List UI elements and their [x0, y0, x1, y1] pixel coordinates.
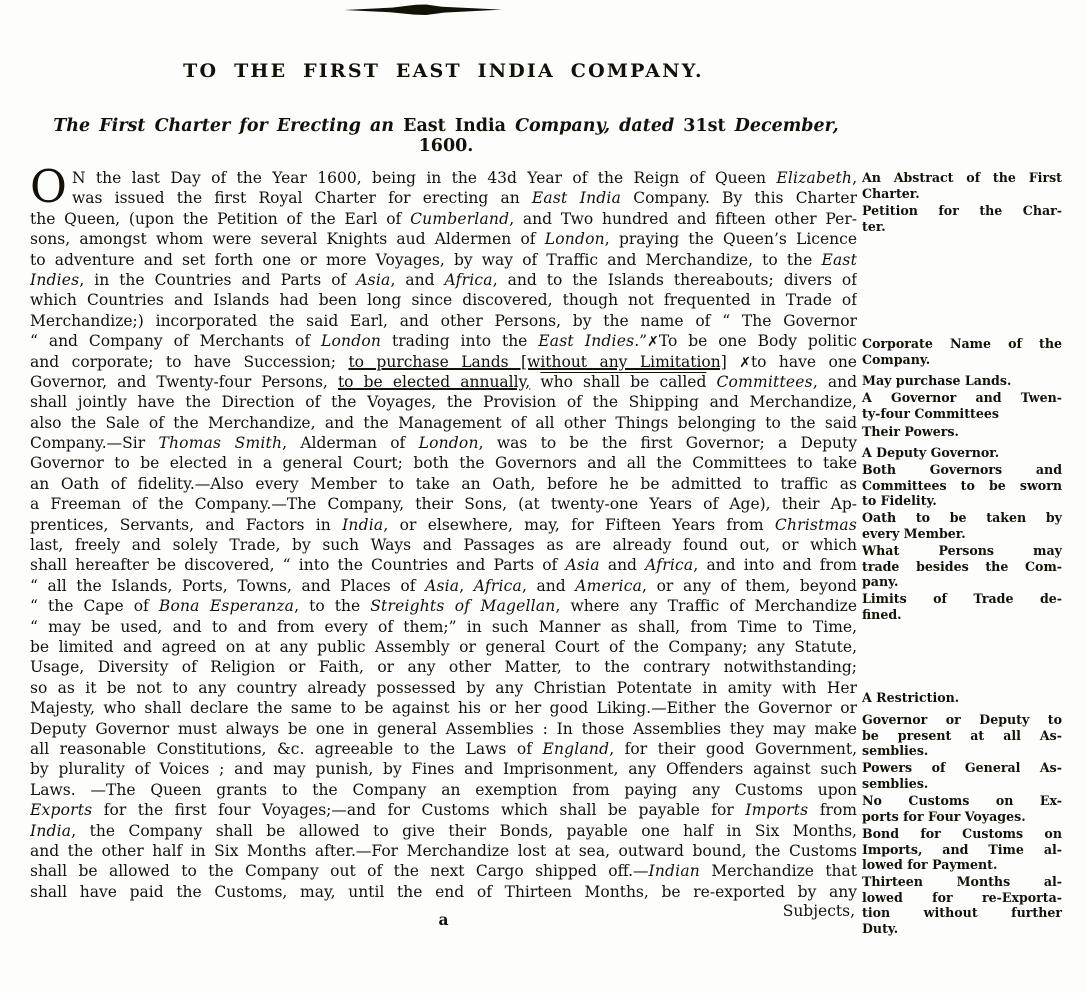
margin-note [862, 760, 1062, 791]
margin-note-line: A Restriction. [862, 690, 960, 705]
margin-note-line: Powers of General As- [862, 760, 1062, 775]
margin-note [862, 874, 1062, 936]
body-line: shall hereafter be discovered, “ into the Countries and Parts of Asia and Africa, and into and from [30, 556, 857, 575]
margin-note-line: pany. [862, 574, 899, 589]
body-line: N the last Day of the Year 1600, being in the 43d Year of the Reign of Queen Elizabeth, [72, 169, 857, 187]
pen-annotation-mark: ✗ [647, 334, 659, 351]
body-line: Indies, in the Countries and Parts of Asia, and Africa, and to the Islands thereabouts; divers of [30, 270, 857, 289]
body-line: sons, amongst whom were several Knights aud Aldermen of London, praying the Queen’s Licence [30, 230, 857, 249]
body-line: “ the Cape of Bona Esperanza, to the Streights of Magellan, where any Traffic of Merchandize [30, 597, 857, 616]
margin-note-line: every Member. [862, 525, 966, 541]
body-line: be limited and agreed on at any public Assembly or general Court of the Company; any Statute, [30, 637, 857, 656]
body-line: a Freeman of the Company.—The Company, their Sons, (at twenty-one Years of Age), their Ap- [30, 495, 857, 514]
margin-note-line: Bond for Customs on [862, 826, 1062, 841]
margin-note-line: fined. [862, 606, 902, 622]
margin-note-line: semblies. [862, 743, 929, 758]
margin-note [862, 424, 1062, 440]
body-line: which Countries and Islands had been long since discovered, though not frequented in Trade of [30, 291, 857, 310]
margin-note [862, 712, 1062, 759]
body-line: “ may be used, and to and from every of them;” in such Manner as shall, from Time to Time, [30, 617, 857, 636]
body-line: Governor to be elected in a general Court; both the Governors and all the Committees to take [30, 454, 857, 473]
margin-note [862, 203, 1062, 234]
margin-note [862, 826, 1062, 873]
margin-note [862, 336, 1062, 367]
body-line: also the Sale of the Merchandize, and the Management of all other Things belonging to the said [30, 413, 857, 432]
margin-note-line: What Persons may [862, 543, 1062, 558]
margin-note [862, 591, 1062, 622]
body-line: an Oath of fidelity.—Also every Member to take an Oath, before he be admitted to traffic as [30, 474, 857, 493]
margin-note-line: ports for Four Voyages. [862, 808, 1026, 824]
margin-note-line: Limits of Trade de- [862, 591, 1062, 606]
body-line: was issued the first Royal Charter for erecting an East India Company. By this Charter [72, 189, 857, 208]
margin-note-line: lowed for re-Exporta- [862, 889, 1062, 905]
body-line: by plurality of Voices ; and may punish, by Fines and Imprisonment, any Offenders against such [30, 760, 857, 779]
body-line: Exports for the first four Voyages;—and for Customs which shall be payable for Imports from [30, 801, 857, 820]
margin-note [862, 445, 1062, 461]
margin-note-line: be present at all As- [862, 727, 1062, 743]
body-line: Majesty, who shall declare the same to be against his or her good Liking.—Either the Governor or [30, 699, 857, 718]
body-line: all reasonable Constitutions, &c. agreeable to the Laws of England, for their good Government, [30, 739, 857, 758]
body-line: Usage, Diversity of Religion or Faith, or any other Matter, to the contrary notwithstanding; [30, 658, 857, 677]
margin-note [862, 170, 1062, 201]
margin-note [862, 373, 1062, 389]
margin-note-line: Petition for the Char- [862, 203, 1062, 218]
margin-note-line: Imports, and Time al- [862, 841, 1062, 857]
body-line: last, freely and solely Trade, by such Ways and Passages as are already found out, or which [30, 536, 857, 555]
margin-note [862, 543, 1062, 590]
body-line: and the other half in Six Months after.—For Merchandize lost at sea, outward bound, the Customs [30, 841, 857, 860]
body-line: Laws. —The Queen grants to the Company an exemption from paying any Customs upon [30, 780, 857, 799]
margin-note-line: Both Governors and [862, 462, 1062, 477]
page-title: TO THE FIRST EAST INDIA COMPANY. [183, 60, 704, 82]
margin-note-line: lowed for Payment. [862, 857, 998, 872]
body-line: shall jointly have the Direction of the Voyages, the Provision of the Shipping and Merchandize, [30, 393, 857, 412]
margin-note-line: An Abstract of the First [862, 170, 1062, 185]
body-line: so as it be not to any country already possessed by any Christian Potentate in amity with Her [30, 678, 857, 697]
margin-note-line: tion without further [862, 905, 1062, 920]
margin-note-line: trade besides the Com- [862, 558, 1062, 574]
body-line: Governor, and Twenty-four Persons, to be elected annually, who shall be called Committees, and [30, 372, 857, 391]
margin-note-line: Duty. [862, 920, 899, 936]
margin-note-line: Their Powers. [862, 424, 959, 439]
body-line: Deputy Governor must always be one in general Assemblies : In those Assemblies they may make [30, 719, 857, 738]
pen-annotation-mark: ✗ [739, 354, 751, 371]
margin-note-line: A Deputy Governor. [862, 445, 1000, 460]
signature-mark: a [438, 910, 449, 929]
margin-note-line: Company. [862, 351, 931, 367]
margin-note-line: ty-four Committees [862, 405, 999, 421]
body-text [30, 160, 857, 902]
body-line: and corporate; to have Succession; to purchase Lands [without any Limitation] ✗to have one [30, 352, 857, 371]
margin-note [862, 510, 1062, 541]
drop-cap: O [30, 160, 67, 213]
margin-note-line: ter. [862, 218, 886, 234]
body-line: Merchandize;) incorporated the said Earl, and other Persons, by the name of “ The Governor [30, 311, 857, 330]
body-line: India, the Company shall be allowed to give their Bonds, payable one half in Six Months, [30, 821, 857, 840]
body-line: to adventure and set forth one or more Voyages, by way of Traffic and Merchandize, to the East [30, 250, 857, 269]
margin-note-line: May purchase Lands. [862, 373, 1012, 388]
margin-note-line: Committees to be sworn [862, 477, 1062, 493]
swelled-rule-ornament [344, 4, 502, 16]
body-line: shall be allowed to the Company out of the next Cargo shipped off.—Indian Merchandize that [30, 862, 857, 881]
margin-note-line: Thirteen Months al- [862, 874, 1062, 889]
margin-note-line: to Fidelity. [862, 493, 937, 508]
body-line: the Queen, (upon the Petition of the Earl of Cumberland, and Two hundred and fifteen other Per- [30, 209, 857, 228]
margin-note-line: Corporate Name of the [862, 336, 1062, 351]
body-line: Company.—Sir Thomas Smith, Alderman of London, was to be the first Governor; a Deputy [30, 434, 857, 453]
body-line: “ all the Islands, Ports, Towns, and Places of Asia, Africa, and America, or any of them, beyond [30, 576, 857, 595]
margin-note [862, 462, 1062, 509]
page-footer [30, 902, 857, 932]
margin-note-line: No Customs on Ex- [862, 793, 1062, 808]
margin-note [862, 690, 1062, 706]
margin-note-line: Oath to be taken by [862, 510, 1062, 525]
body-line: prentices, Servants, and Factors in India, or elsewhere, may, for Fifteen Years from Christmas [30, 515, 857, 534]
margin-note [862, 793, 1062, 824]
margin-note-line: Charter. [862, 185, 920, 201]
margin-note [862, 390, 1062, 421]
body-column [30, 160, 857, 902]
body-line: “ and Company of Merchants of London trading into the East Indies.”✗To be one Body politic [30, 332, 857, 351]
margin-note-line: Governor or Deputy to [862, 712, 1062, 727]
catchword: Subjects, [782, 902, 855, 920]
body-line: shall have paid the Customs, may, until the end of Thirteen Months, be re-exported by any [30, 882, 857, 901]
page-subtitle: The First Charter for Erecting an East India Company, dated 31st December, 1600. [53, 116, 839, 156]
margin-note-line: A Governor and Twen- [862, 390, 1062, 405]
margin-note-line: semblies. [862, 775, 929, 791]
